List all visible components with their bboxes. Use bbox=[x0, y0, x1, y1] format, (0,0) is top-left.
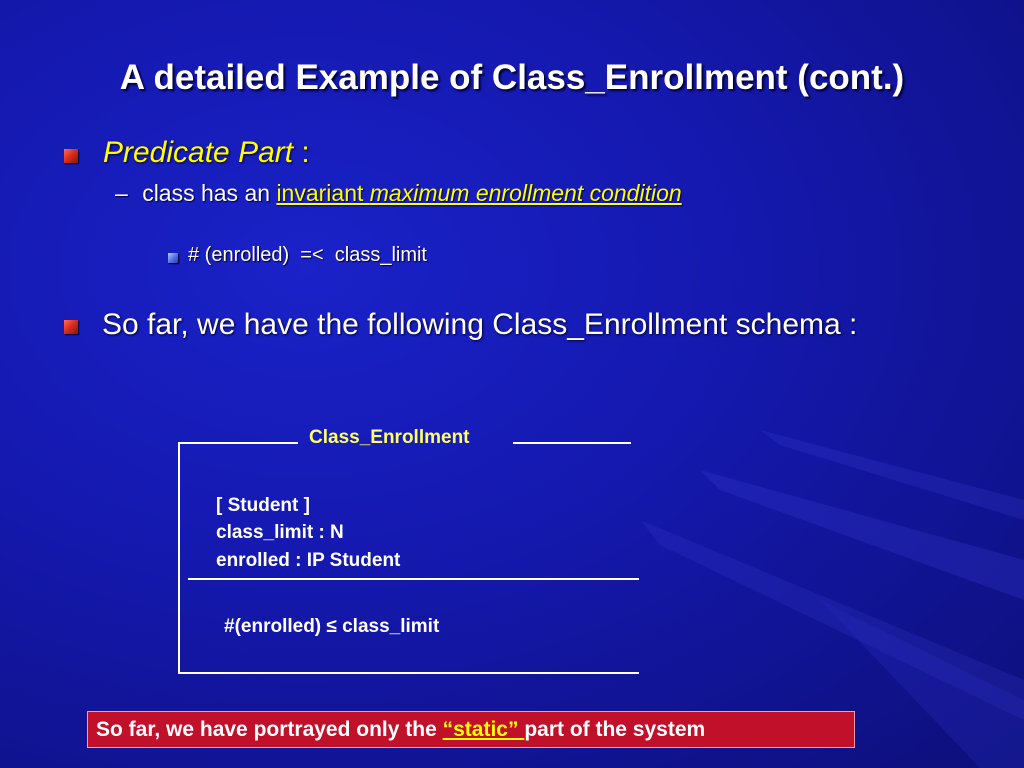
static-note-box bbox=[87, 711, 855, 748]
schema-top-left-rule bbox=[179, 442, 298, 444]
slide-title: A detailed Example of Class_Enrollment (cont.) bbox=[119, 58, 905, 97]
schema-top-right-rule bbox=[513, 442, 631, 444]
bullet-square-icon bbox=[64, 149, 78, 163]
bullet-small-square-icon bbox=[168, 253, 178, 263]
schema-declaration: enrolled : IP Student bbox=[216, 550, 401, 571]
schema-name: Class_Enrollment bbox=[309, 427, 470, 448]
invariant-subbullet bbox=[115, 180, 682, 207]
bullet-square-icon bbox=[64, 320, 78, 334]
enrolled-condition-text: # (enrolled) =< class_limit bbox=[188, 244, 427, 266]
note-text-before: So far, we have portrayed only the bbox=[96, 718, 443, 741]
predicate-part-heading bbox=[103, 136, 310, 170]
schema-bottom-rule bbox=[178, 672, 639, 674]
schema-declaration: class_limit : N bbox=[216, 522, 344, 543]
schema-predicate: #(enrolled) ≤ class_limit bbox=[224, 616, 440, 637]
static-highlight-link[interactable]: “static” bbox=[442, 718, 525, 741]
predicate-part-label: Predicate Part bbox=[103, 136, 294, 169]
note-text-after: part of the system bbox=[524, 718, 706, 741]
schema-left-rule bbox=[178, 442, 180, 674]
dash-marker: – bbox=[115, 180, 128, 206]
predicate-part-colon: : bbox=[293, 136, 310, 169]
schema-declaration: [ Student ] bbox=[216, 495, 310, 516]
so-far-heading: So far, we have the following Class_Enrollment schema : bbox=[102, 308, 858, 341]
invariant-link[interactable]: invariant bbox=[276, 180, 370, 206]
schema-divider-rule bbox=[188, 578, 639, 580]
max-enrollment-link[interactable]: maximum enrollment condition bbox=[369, 180, 682, 206]
invariant-text: class has an bbox=[142, 180, 277, 206]
